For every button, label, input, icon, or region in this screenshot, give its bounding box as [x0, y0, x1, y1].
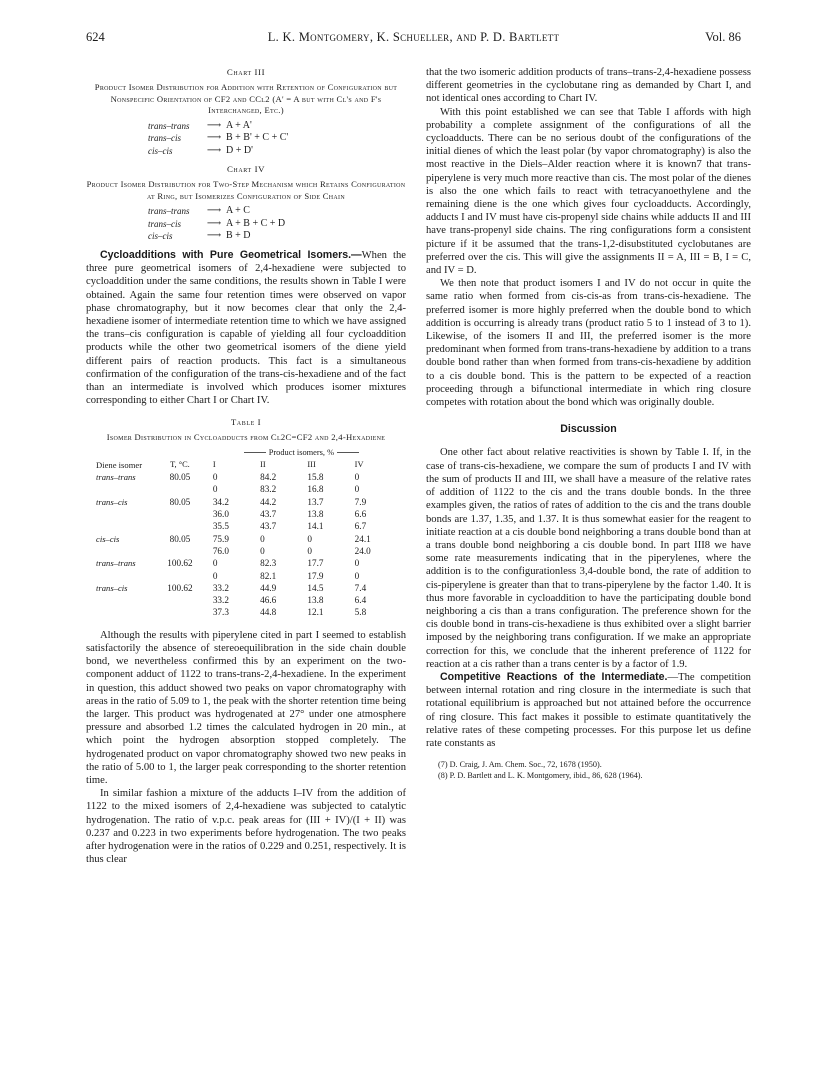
table-row: [96, 594, 396, 606]
table-cell: 35.5: [212, 521, 229, 532]
table-cell: 13.7: [307, 496, 324, 507]
table-row: [96, 606, 396, 618]
table-cell: 6.4: [354, 595, 367, 606]
table-cell: 17.7: [307, 558, 324, 569]
table-row: [96, 545, 396, 557]
table-cell: 37.3: [212, 607, 229, 618]
table-row: [96, 570, 396, 582]
diene-label: cis–cis: [148, 145, 173, 156]
table-cell: 24.0: [354, 545, 371, 556]
table-cell: 76.0: [212, 545, 229, 556]
table-cell: 16.8: [307, 484, 324, 495]
scheme-row: [148, 230, 406, 243]
table-cell: 14.1: [307, 521, 324, 532]
table-cell: 34.2: [212, 496, 229, 507]
col-iv: IV: [354, 459, 364, 469]
col-temp: T, °C.: [170, 459, 190, 469]
table-cell: 0: [260, 545, 265, 556]
table-title: Table I: [230, 417, 262, 428]
table-cell: 100.62: [167, 558, 193, 569]
footnotes: [426, 760, 751, 781]
table-cell: 0: [212, 484, 218, 495]
table-cell: trans–trans: [96, 558, 136, 569]
diene-label: cis–cis: [148, 231, 173, 242]
col-ii: II: [260, 459, 266, 469]
table-cell: 24.1: [354, 533, 371, 544]
table-cell: 0: [212, 558, 218, 569]
table-header-group: [96, 447, 396, 459]
table-cell: [96, 508, 153, 520]
chart3-title: Chart III: [226, 67, 266, 77]
table-cell: 0: [212, 570, 218, 581]
table-cell: 14.5: [307, 582, 324, 593]
isomer-table: [96, 447, 396, 619]
diene-label: trans–cis: [148, 133, 182, 144]
table-cell: trans–cis: [96, 582, 128, 593]
diene-label: trans–cis: [148, 218, 182, 229]
table-cell: 0: [354, 558, 360, 569]
table-cell: trans–cis: [96, 496, 128, 507]
product-set: A + C: [226, 205, 250, 217]
table-cell: 75.9: [212, 533, 229, 544]
product-set: D + D': [226, 144, 253, 156]
table-row: [96, 471, 396, 483]
table-row: [96, 582, 396, 594]
reaction-arrow: ⟶: [206, 132, 222, 144]
table-cell: 5.8: [354, 607, 367, 618]
reaction-arrow: ⟶: [206, 119, 222, 131]
product-set: B + B' + C + C': [226, 132, 289, 144]
table-cell: [153, 483, 207, 495]
table-cell: 0: [307, 545, 312, 556]
table-cell: 7.9: [354, 496, 367, 507]
table-cell: cis–cis: [96, 533, 120, 544]
table-cell: [153, 520, 207, 532]
table-cell: [153, 594, 207, 606]
table-cell: [96, 594, 153, 606]
product-set: A + B + C + D: [226, 217, 286, 229]
table-cell: 43.7: [260, 521, 277, 532]
paragraph: We then note that product isomers I and IV do not occur in quite the same ratio when formed from cis-cis-as from trans-cis-hexadiene. The preferred isomer is more highly preferred when the double bond to which addition is occurring is already trans (product ratio 5 to 1 instead of 3 to 1). Likewise, of the isomers II and III, the preferred isomer is the more predominant when formed from trans-trans-hexadiene by addition to a trans double bond rather than when formed from trans-cis-hexadiene by addition to a cis double bond. This is the pattern to be expected of a reaction proceeding through a bifunctional intermediate in which ring closure competes with rotation about the bond which was originally double.: [426, 278, 751, 409]
table-row: [96, 533, 396, 545]
table-caption: Isomer Distribution in Cycloadducts from Cl2C=CF2 and 2,4-Hexadiene: [106, 431, 386, 442]
right-column: [426, 66, 751, 781]
table-cell: 0: [260, 533, 265, 544]
table-cell: [153, 508, 207, 520]
paragraph: In similar fashion a mixture of the adducts I–IV from the addition of 1122 to the mixed isomers of 2,4-hexadiene was subjected to catalytic hydrogenation. The ratio of v.p.c. peak areas for (III + IV)/(I + II) was 0.237 and 0.223 in two experiments before hydrogenation. The two peaks after hydrogenation were in the ratios of 0.229 and 0.251, respectively. It is thus clear: [86, 788, 406, 866]
table-cell: 0: [307, 533, 312, 544]
paragraph: One other fact about relative reactivities is shown by Table I. If, in the case of trans-cis-hexadiene, we compare the sum of products I and IV with the sum of products II and III, we shall have a measure of the relative rates of addition of 1122 to the cis and the trans double bonds. In the three examples given, the ratios of rates of addition to the cis and the trans double bonds are 1.37, 1.35, and 1.37. It is thus somewhat easier for the reagent to initiate reaction at a cis double bond neighboring a trans double bond than at a trans double bond neighboring a cis double bond. In part III8 we have some rate measurements indicating that in the piperylenes, where the addition is to the configurationless 3,4-double bond, the rate of addition to cis-piperylene is greater than that to trans-piperylene by the factor 1.40. It is thus more favorable in cycloaddition to have the participating double bond neighboring a cis than a trans configuration. The preference shown for the cis double bond in trans-cis-hexadiene is thus exhibited over a slight barrier imposed by the neighboring trans configuration. If we make an appropriate correction for this, we conclude that the inherent preference of 1122 for reaction at a cis rather than a trans center is by a factor of 1.9.: [426, 447, 751, 670]
scheme-row: [148, 120, 406, 133]
table-cell: 7.4: [354, 582, 367, 593]
section-paragraph: [426, 671, 751, 750]
chart4-scheme: [148, 205, 406, 243]
paragraph: Although the results with piperylene cited in part I seemed to establish satisfactorily the absence of stereoequilibration in the side chain double bond, we nevertheless confirmed this by an experiment on the two-component adduct of 1122 to trans-trans-2,4-hexadiene. In the experiment in question, this adduct showed two peaks on vapor chromatography with areas in the ratio of 5.09 to 1, the peak with the shorter retention time being the larger. This product was hydrogenated at 27° under one atmosphere pressure and absorbed 1.2 times the calculated hydrogen in 20 min., at which point the hydrogen absorption stopped completely. The hydrogenated product on vapor chromatography showed two new peaks in the ratio of 5.00 to 1, the larger peak corresponding to the shorter retention time.: [86, 629, 406, 786]
paragraph: that the two isomeric addition products of trans–trans-2,4-hexadiene possess different geometries in the cyclobutane ring as demanded by Chart I, and not identical ones according to Chart IV.: [426, 67, 751, 105]
table-cell: 6.6: [354, 509, 367, 520]
col-i: I: [212, 459, 216, 469]
table-cell: 44.9: [260, 582, 277, 593]
table-cell: 100.62: [167, 582, 193, 593]
paragraph-text: —The competition between internal rotation and ring closure in the intermediate is such that rotational equilibrium is approached but not attained before the occurrence of ring closure. This fact makes it possible to estimate quantitatively the relative rates of these competing processes. For this purpose let us define rate constants as: [426, 671, 751, 749]
table-cell: 36.0: [212, 509, 229, 520]
chart4-title: Chart IV: [226, 164, 266, 175]
table-cell: [96, 520, 153, 532]
footnote-7: (7) D. Craig, J. Am. Chem. Soc., 72, 1678 (1950).: [438, 760, 602, 770]
table-cell: 82.1: [260, 570, 277, 581]
table-cell: trans–trans: [96, 472, 136, 483]
table-row: [96, 520, 396, 532]
scheme-row: [148, 205, 406, 218]
table-cell: 0: [354, 570, 360, 581]
scheme-row: [148, 132, 406, 145]
col-diene: Diene isomer: [96, 459, 143, 470]
table-cell: [153, 545, 207, 557]
table-cell: [153, 606, 207, 618]
footnote-8: (8) P. D. Bartlett and L. K. Montgomery, ibid., 86, 628 (1964).: [438, 770, 643, 780]
table-cell: [153, 570, 207, 582]
table-cell: 0: [354, 484, 360, 495]
table-cell: 0: [212, 472, 218, 483]
table-cell: 44.2: [260, 496, 277, 507]
section-heading: Cycloadditions with Pure Geometrical Isomers.—: [100, 248, 362, 261]
table-cell: 0: [354, 472, 360, 483]
table-cell: 80.05: [169, 472, 191, 483]
reaction-arrow: ⟶: [206, 205, 222, 217]
table-cell: 44.8: [260, 607, 277, 618]
table-row: [96, 496, 396, 508]
scheme-row: [148, 218, 406, 231]
chart3-caption: Product Isomer Distribution for Addition with Retention of Configuration but Nonspecific Orientation of CF2 and CCl2 (A' = A but with Cl's and F's Interchanged, Etc.): [94, 82, 398, 116]
table-cell: [96, 570, 153, 582]
reaction-arrow: ⟶: [206, 144, 222, 156]
page-header: [86, 30, 741, 48]
table-cell: 33.2: [212, 595, 229, 606]
table-cell: 33.2: [212, 582, 229, 593]
chart3-scheme: [148, 120, 406, 158]
section-heading: Competitive Reactions of the Intermediate.: [440, 670, 668, 683]
product-set: A + A': [226, 119, 252, 131]
table-cell: 43.7: [260, 509, 277, 520]
table-cell: 83.2: [260, 484, 277, 495]
reaction-arrow: ⟶: [206, 230, 222, 242]
running-authors: L. K. Montgomery, K. Schueller, and P. D. Bartlett: [267, 30, 560, 44]
table-cell: 82.3: [260, 558, 277, 569]
paragraph: With this point established we can see that Table I affords with high probability a complete assignment of the configurations of all the cycloadducts. There can be no serious doubt of the configurations of the initial dienes of which the least polar (by vapor chromatography) is also the most reactive in the Diels–Alder reaction where it is known7 that trans-piperylene is very much more reactive than cis. The most polar of the dienes is also the one which fails to react with tetracyanoethylene and the remaining diene is the one which gives four cycloadducts. Accordingly, adducts I and IV must have cis-propenyl side chains while adducts II and III have trans-propenyl side chains. The ring configurations form a consistent picture if it be assumed that the trans-1,2-disubstituted cyclobutanes are preferred over the cis. This will give the assignments II = A, III = B, I = C, and IV = D.: [426, 106, 751, 277]
table-cell: 13.8: [307, 595, 324, 606]
paragraph-text: When the three pure geometrical isomers of 2,4-hexadiene were subjected to cycloaddition under the same conditions, the results shown in Table I were obtained. Again the same four retention times were observed on vapor phase chromatography, but it now becomes clear that only the 2,4-hexadiene isomer of intermediate retention time to which we have assigned the trans–cis configuration is capable of yielding all four cycloaddition products while the other two geometrical isomers of the diene yield different pairs of reaction products. This fact is a simultaneous confirmation of the configuration of the trans-cis-hexadiene and of the fact than an intermediate is involved which produces isomer mixtures corresponding to either Chart I or Chart IV.: [86, 249, 406, 407]
table-cell: [96, 545, 153, 557]
table-row: [96, 508, 396, 520]
table-cell: 12.1: [307, 607, 324, 618]
volume-label: Vol. 86: [705, 30, 741, 44]
table-cell: 17.9: [307, 570, 324, 581]
table-header-row: [96, 459, 396, 471]
discussion-heading: Discussion: [560, 423, 617, 436]
page-number: 624: [86, 30, 105, 44]
table-cell: [96, 483, 153, 495]
diene-label: trans–trans: [148, 120, 190, 131]
table-row: [96, 483, 396, 495]
table-cell: 80.05: [169, 533, 191, 544]
col-iii: III: [307, 459, 316, 469]
table-row: [96, 557, 396, 569]
table-cell: 13.8: [307, 509, 324, 520]
reaction-arrow: ⟶: [206, 217, 222, 229]
product-set: B + D: [226, 230, 251, 242]
products-header: Product isomers, %: [207, 447, 396, 459]
table-cell: 80.05: [169, 496, 191, 507]
table-cell: [96, 606, 153, 618]
table-cell: 15.8: [307, 472, 324, 483]
table-cell: 46.6: [260, 595, 277, 606]
scheme-row: [148, 145, 406, 158]
table-cell: 84.2: [260, 472, 277, 483]
left-column: [86, 66, 406, 866]
table-cell: 6.7: [354, 521, 367, 532]
diene-label: trans–trans: [148, 206, 190, 217]
chart4-caption: Product Isomer Distribution for Two-Step Mechanism which Retains Configuration at Ring, but Isomerizes Configuration of Side Chain: [86, 179, 406, 201]
section-paragraph: [86, 249, 406, 407]
